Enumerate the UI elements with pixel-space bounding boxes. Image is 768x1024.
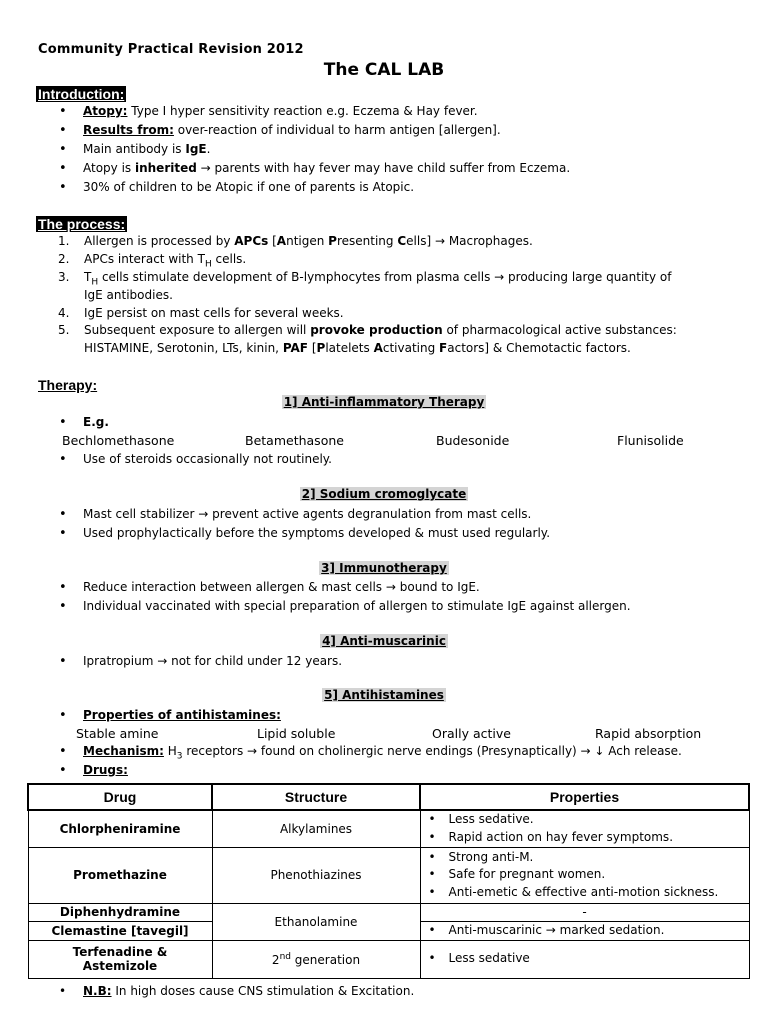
property: Stable amine (76, 726, 159, 741)
intro-item: • Atopy: Type I hyper sensitivity reaction e.g. Eczema & Hay fever. (83, 103, 478, 120)
subsection-title: 3] Immunotherapy (321, 561, 447, 575)
drug-cell: Clemastine [tavegil] (28, 921, 212, 940)
process-step-4: 4. IgE persist on mast cells for several weeks. (58, 306, 344, 320)
intro-item: • Results from: over-reaction of individual to harm antigen [allergen]. (83, 122, 501, 139)
drugs-label: • Drugs: (83, 762, 128, 779)
table-row (28, 847, 749, 903)
therapy-item: • Reduce interaction between allergen & mast cells → bound to IgE. (83, 579, 480, 596)
note-line: • N.B: In high doses cause CNS stimulation & Excitation. (83, 983, 414, 1000)
property-item: • Less sedative. (425, 811, 745, 829)
property: Orally active (432, 726, 511, 741)
property-item: • Strong anti-M. (425, 849, 745, 867)
structure-cell: Phenothiazines (212, 847, 420, 903)
document-header: Community Practical Revision 2012 (38, 42, 304, 57)
drug-cell: Diphenhydramine (28, 903, 212, 921)
process-step-1: 1. Allergen is processed by APCs [Antigen Presenting Cells] → Macrophages. (58, 234, 533, 248)
section-heading-introduction: Introduction: (38, 86, 125, 102)
steroid-drug: Flunisolide (617, 433, 684, 448)
column-header: Drug (28, 784, 212, 810)
property-item: • Anti-muscarinic → marked sedation. (425, 922, 745, 940)
intro-item: • 30% of children to be Atopic if one of parents is Atopic. (83, 179, 414, 196)
property-item: • Rapid action on hay fever symptoms. (425, 829, 745, 847)
section-heading-process: The process: (38, 216, 126, 232)
properties-cell (420, 810, 749, 847)
column-header: Structure (212, 784, 420, 810)
property-item: • Anti-emetic & effective anti-motion sickness. (425, 884, 745, 902)
process-step-3-cont: IgE antibodies. (84, 288, 173, 302)
page-title: The CAL LAB (323, 60, 445, 80)
structure-cell: Ethanolamine (212, 903, 420, 940)
property-item: • Safe for pregnant women. (425, 866, 745, 884)
mechanism-line: • Mechanism: $H_3$ receptors → found on cholinergic nerve endings (Presynaptically) → ↓ Ach release. (83, 743, 682, 765)
column-header: Properties (420, 784, 749, 810)
properties-cell (420, 847, 749, 903)
property: Lipid soluble (257, 726, 336, 741)
antihistamine-table (27, 783, 750, 979)
therapy-item: • Individual vaccinated with special preparation of allergen to stimulate IgE against allergen. (83, 598, 631, 615)
process-step-5-cont: HISTAMINE, Serotonin, LTs, kinin, PAF [Platelets Activating Factors] & Chemotactic factors. (84, 341, 631, 355)
subsection-title: 1] Anti-inflammatory Therapy (283, 395, 485, 409)
property-item: • Less sedative (425, 950, 745, 968)
table-row (28, 810, 749, 847)
properties-cell (420, 921, 749, 940)
table-row (28, 903, 749, 921)
section-heading-therapy: Therapy: (38, 377, 98, 393)
therapy-item: • Mast cell stabilizer → prevent active agents degranulation from mast cells. (83, 506, 531, 523)
drug-cell: Terfenadine & Astemizole (28, 940, 212, 978)
process-step-3: 3. $T_H$ cells stimulate development of B-lymphocytes from plasma cells → producing large quantity of (58, 270, 672, 288)
steroid-drug: Betamethasone (245, 433, 344, 448)
intro-item: • Atopy is inherited → parents with hay fever may have child suffer from Eczema. (83, 160, 570, 177)
table-header-row (28, 784, 749, 810)
structure-cell: 2nd generation (212, 940, 420, 978)
therapy-note: • Use of steroids occasionally not routinely. (83, 451, 332, 468)
properties-label: • Properties of antihistamines: (83, 707, 281, 724)
property: Rapid absorption (595, 726, 702, 741)
steroid-drug: Budesonide (436, 433, 510, 448)
steroid-drug: Bechlomethasone (62, 433, 175, 448)
process-step-2: 2. APCs interact with $T_H$ cells. (58, 252, 247, 270)
intro-item: • Main antibody is IgE. (83, 141, 210, 158)
table-row (28, 940, 749, 978)
structure-cell: Alkylamines (212, 810, 420, 847)
properties-cell: - (420, 903, 749, 921)
process-step-5: 5. Subsequent exposure to allergen will provoke production of pharmacological active substances: (58, 323, 677, 337)
subsection-title: 2] Sodium cromoglycate (301, 487, 467, 501)
therapy-item: • Used prophylactically before the symptoms developed & must used regularly. (83, 525, 550, 542)
subsection-title: 4] Anti-muscarinic (322, 634, 446, 648)
subsection-title: 5] Antihistamines (324, 688, 444, 702)
drug-cell: Chlorpheniramine (28, 810, 212, 847)
drug-cell: Promethazine (28, 847, 212, 903)
eg-label: • E.g. (83, 414, 109, 431)
properties-cell (420, 940, 749, 978)
therapy-item: • Ipratropium → not for child under 12 years. (83, 653, 342, 670)
